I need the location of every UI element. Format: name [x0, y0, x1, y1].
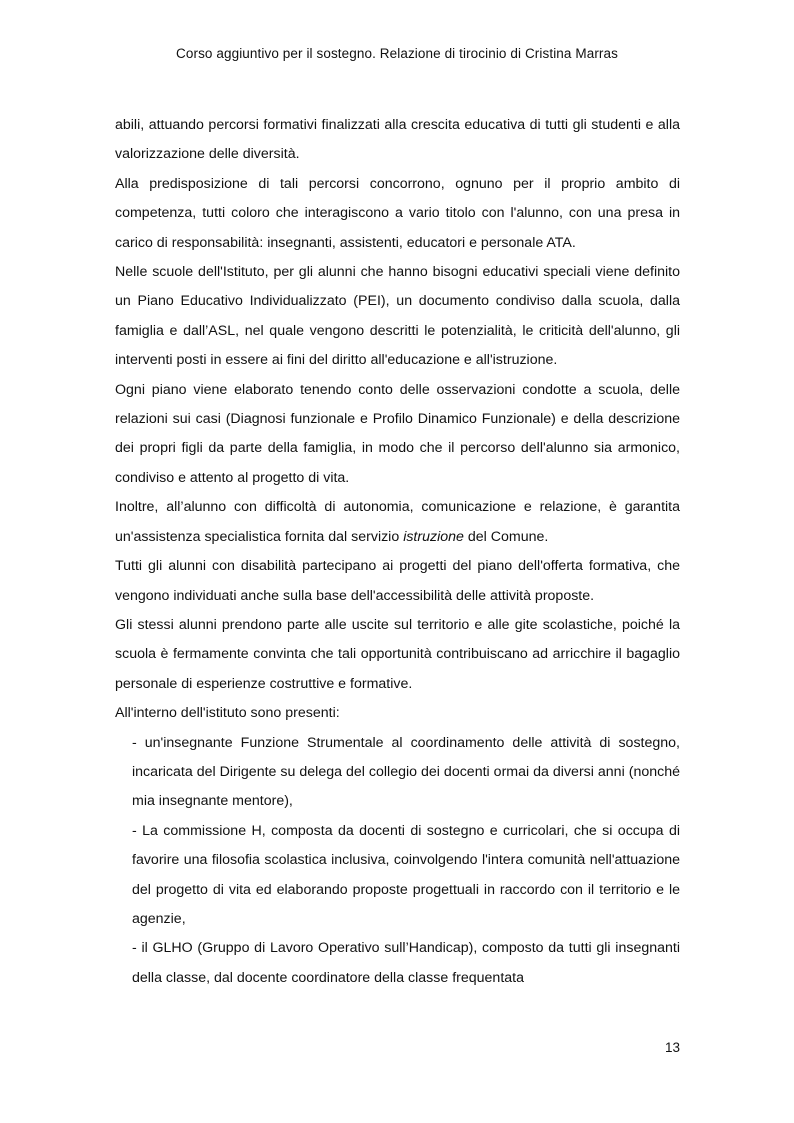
paragraph-1: abili, attuando percorsi formativi finalizzati alla crescita educativa di tutti gli studenti e alla valorizzazione delle diversità.: [115, 117, 680, 163]
paragraph-8: All'interno dell'istituto sono presenti:: [115, 705, 340, 722]
page-number: 13: [664, 1040, 680, 1055]
running-header: Corso aggiuntivo per il sostegno. Relazione di tirocinio di Cristina Marras: [176, 46, 618, 61]
paragraph-2: Alla predisposizione di tali percorsi concorrono, ognuno per il proprio ambito di competenza, tutti coloro che interagiscono a vario titolo con l'alunno, con una presa in carico di responsabilità: insegnanti, assistenti, educatori e personale ATA.: [115, 175, 680, 251]
list-item: - La commissione H, composta da docenti di sostegno e curricolari, che si occupa di favorire una filosofia scolastica inclusiva, coinvolgendo l'intera comunità nell'attuazione del progetto di vita ed elaborando proposte progettuali in raccordo con il territorio e le agenzie,: [132, 822, 680, 927]
list-item: - un'insegnante Funzione Strumentale al coordinamento delle attività di sostegno, incaricata del Dirigente su delega del collegio dei docenti ormai da diversi anni (nonché mia insegnante mentore),: [132, 734, 680, 810]
paragraph-3: Nelle scuole dell'Istituto, per gli alunni che hanno bisogni educativi speciali viene definito un Piano Educativo Individualizzato (PEI), un documento condiviso dalla scuola, dalla famiglia e dall’ASL, nel quale vengono descritti le potenzialità, le criticità dell'alunno, gli interventi posti in essere ai fini del diritto all'educazione e all'istruzione.: [115, 264, 680, 369]
document-body: [115, 111, 680, 993]
emphasis-istruzione: istruzione: [403, 528, 464, 545]
paragraph-5-end: del Comune.: [463, 528, 549, 545]
paragraph-5: [115, 493, 680, 552]
list-item: - il GLHO (Gruppo di Lavoro Operativo sull’Handicap), composto da tutti gli insegnanti della classe, dal docente coordinatore della classe frequentata: [132, 940, 680, 986]
paragraph-7: Gli stessi alunni prendono parte alle uscite sul territorio e alle gite scolastiche, poiché la scuola è fermamente convinta che tali opportunità contribuiscano ad arricchire il bagaglio personale di esperienze costruttive e formative.: [115, 616, 680, 692]
paragraph-4: Ogni piano viene elaborato tenendo conto delle osservazioni condotte a scuola, delle relazioni sui casi (Diagnosi funzionale e Profilo Dinamico Funzionale) e della descrizione dei propri figli da parte della famiglia, in modo che il percorso dell'alunno sia armonico, condiviso e attento al progetto di vita.: [115, 381, 680, 486]
staff-list: [115, 729, 680, 994]
paragraph-5-text: Inoltre, all’alunno con difficoltà di autonomia, comunicazione e relazione, è garantita un'assistenza specialistica fornita dal servizio: [115, 499, 680, 545]
paragraph-6: Tutti gli alunni con disabilità partecipano ai progetti del piano dell'offerta formativa, che vengono individuati anche sulla base dell'accessibilità delle attività proposte.: [115, 558, 680, 604]
